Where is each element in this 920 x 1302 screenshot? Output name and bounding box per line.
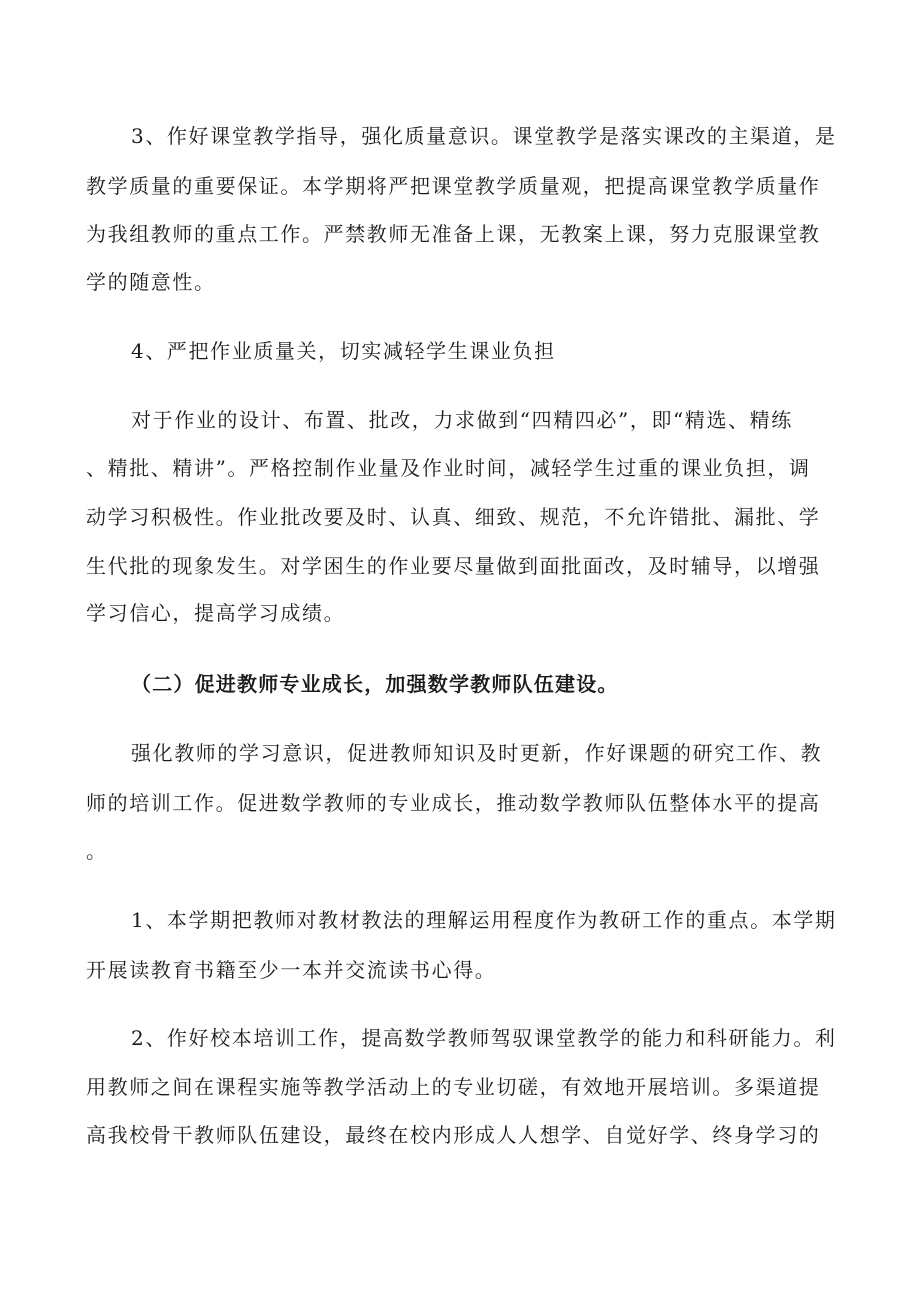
text-line: 对于作业的设计、布置、批改，力求做到“四精四必”，即“精选、精练 [131,408,793,432]
text-line: 动学习积极性。作业批改要及时、认真、细致、规范，不允许错批、漏批、学 [86,505,821,529]
text-line: 3、作好课堂教学指导，强化质量意识。课堂教学是落实课改的主渠道，是 [131,124,837,148]
text-line: 教学质量的重要保证。本学期将严把课堂教学质量观，把提高课堂教学质量作 [86,174,821,198]
text-line: 师的培训工作。促进数学教师的专业成长，推动数学教师队伍整体水平的提高 [86,791,821,815]
section-heading: （二）促进教师专业成长，加强数学教师队伍建设。 [131,672,619,696]
text-line: 。 [86,839,108,863]
text-line: 强化教师的学习意识，促进教师知识及时更新，作好课题的研究工作、教 [131,741,823,765]
text-line: 学习信心，提高学习成绩。 [86,601,346,625]
text-line: 为我组教师的重点工作。严禁教师无准备上课，无教案上课，努力克服课堂教 [86,222,821,246]
text-line: 1、本学期把教师对教材教法的理解运用程度作为教研工作的重点。本学期 [131,908,837,932]
text-line: 高我校骨干教师队伍建设，最终在校内形成人人想学、自觉好学、终身学习的 [86,1123,821,1147]
text-line: 开展读教育书籍至少一本并交流读书心得。 [86,958,497,982]
text-line: 2、作好校本培训工作，提高数学教师驾驭课堂教学的能力和科研能力。利 [131,1026,837,1050]
text-line: 4、严把作业质量关，切实减轻学生课业负担 [131,339,556,363]
text-line: 学的随意性。 [86,270,216,294]
text-line: 、精批、精讲”。严格控制作业量及作业时间，减轻学生过重的课业负担，调 [86,456,811,480]
text-line: 用教师之间在课程实施等教学活动上的专业切磋，有效地开展培训。多渠道提 [86,1075,821,1099]
text-line: 生代批的现象发生。对学困生的作业要尽量做到面批面改，及时辅导，以增强 [86,554,821,578]
